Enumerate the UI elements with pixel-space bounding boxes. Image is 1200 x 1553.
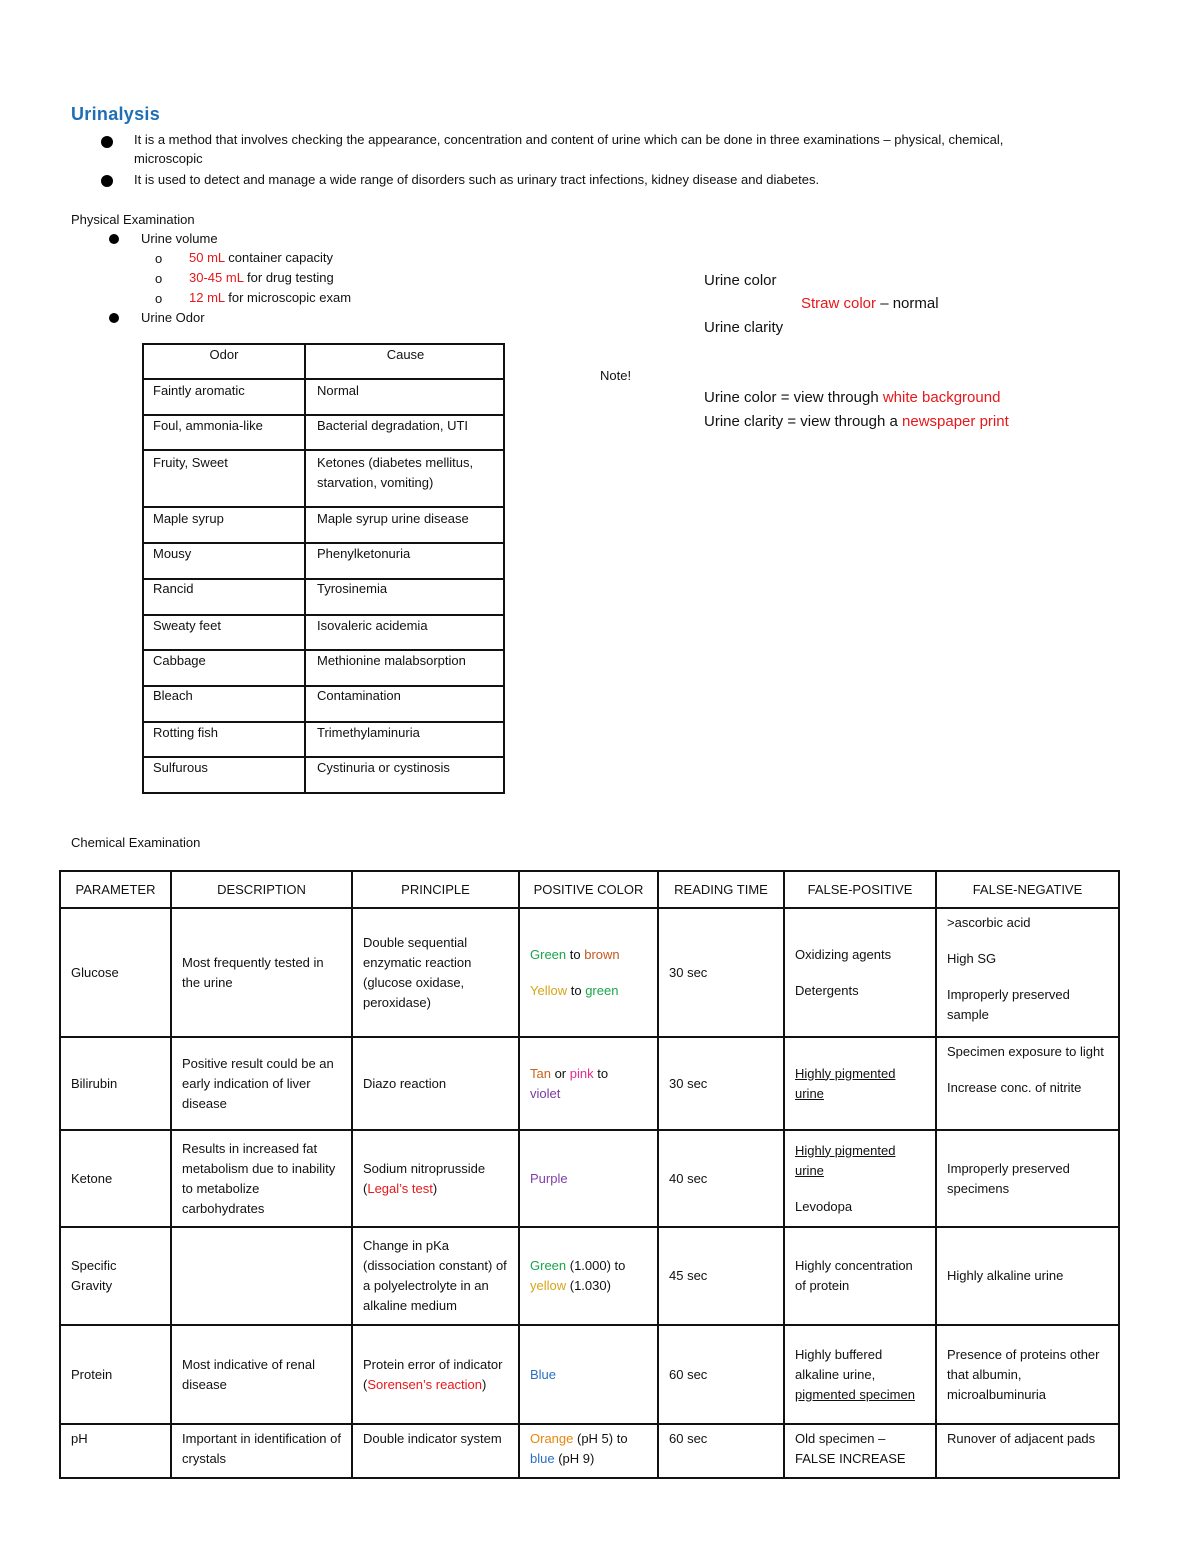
fn-cell: Highly alkaline urine: [936, 1227, 1119, 1325]
odor-cell: Faintly aromatic: [153, 383, 245, 398]
sub-bullet-icon: o: [155, 251, 163, 266]
time-cell: 45 sec: [658, 1227, 784, 1325]
param-cell: Specific Gravity: [60, 1227, 171, 1325]
intro-line-2: microscopic: [134, 151, 203, 166]
desc-cell: Important in identification of crystals: [171, 1424, 352, 1478]
fp-cell: Highly buffered alkaline urine, pigmented specimen: [784, 1325, 936, 1424]
urine-clarity-label: Urine clarity: [704, 319, 784, 336]
table-row: [60, 1227, 1119, 1325]
cause-header: Cause: [386, 347, 425, 362]
desc-cell: Positive result could be an early indication of liver disease: [171, 1037, 352, 1130]
fp-cell: Highly concentration of protein: [784, 1227, 936, 1325]
odor-table: [142, 343, 505, 794]
color-cell: Tan or pink to violet: [519, 1037, 658, 1130]
fn-cell: Improperly preserved specimens: [936, 1130, 1119, 1227]
table-header-row: [60, 871, 1119, 908]
bullet-icon: [101, 175, 113, 187]
header-cell: FALSE-NEGATIVE: [936, 871, 1119, 908]
cause-cell: Ketones (diabetes mellitus,: [317, 455, 474, 470]
color-cell: Orange (pH 5) to blue (pH 9): [519, 1424, 658, 1478]
color-cell: Green (1.000) to yellow (1.030): [519, 1227, 658, 1325]
table-row: [60, 1424, 1119, 1478]
fn-cell: Runover of adjacent pads: [936, 1424, 1119, 1478]
fp-cell: Oxidizing agents Detergents: [784, 908, 936, 1037]
fn-cell: Presence of proteins other that albumin, microalbuminuria: [936, 1325, 1119, 1424]
cause-cell: Cystinuria or cystinosis: [317, 760, 450, 775]
odor-cell: Cabbage: [153, 653, 206, 668]
table-row: [60, 1325, 1119, 1424]
cause-cell: Normal: [317, 383, 359, 398]
fn-cell: >ascorbic acid High SG Improperly preserved sample: [936, 908, 1119, 1037]
time-cell: 30 sec: [658, 908, 784, 1037]
cause-cell: Phenylketonuria: [317, 546, 411, 561]
param-cell: Bilirubin: [60, 1037, 171, 1130]
desc-cell: Most frequently tested in the urine: [171, 908, 352, 1037]
fp-cell: Highly pigmented urine: [784, 1037, 936, 1130]
desc-cell: Most indicative of renal disease: [171, 1325, 352, 1424]
bullet-icon: [109, 313, 119, 323]
principle-cell: Change in pKa (dissociation constant) of a polyelectrolyte in an alkaline medium: [352, 1227, 519, 1325]
odor-cell: Rancid: [153, 581, 194, 596]
fn-cell: Specimen exposure to light Increase conc. of nitrite: [936, 1037, 1119, 1130]
header-cell: FALSE-POSITIVE: [784, 871, 936, 908]
volume-item: 12 mL for microscopic exam: [189, 290, 352, 305]
color-view-line: Urine color = view through white background: [704, 389, 1001, 406]
table-row: [60, 1037, 1119, 1130]
cause-cell: Trimethylaminuria: [317, 725, 420, 740]
time-cell: 30 sec: [658, 1037, 784, 1130]
cause-cell: Maple syrup urine disease: [317, 511, 469, 526]
cause-cell: Bacterial degradation, UTI: [317, 418, 469, 433]
cause-cell: Tyrosinemia: [317, 581, 388, 596]
odor-header: Odor: [209, 347, 239, 362]
principle-cell: Protein error of indicator (Sorensen’s reaction): [352, 1325, 519, 1424]
param-cell: pH: [60, 1424, 171, 1478]
physical-heading: Physical Examination: [71, 212, 195, 227]
cause-cell: Contamination: [317, 688, 401, 703]
header-cell: PRINCIPLE: [352, 871, 519, 908]
urine-odor-label: Urine Odor: [141, 310, 205, 325]
desc-cell: Results in increased fat metabolism due to inability to metabolize carbohydrates: [171, 1130, 352, 1227]
volume-item: 30-45 mL for drug testing: [189, 270, 334, 285]
time-cell: 40 sec: [658, 1130, 784, 1227]
clarity-view-line: Urine clarity = view through a newspaper print: [704, 413, 1009, 430]
volume-item: 50 mL container capacity: [189, 250, 334, 265]
note-label: Note!: [600, 368, 632, 383]
principle-cell: Sodium nitroprusside (Legal’s test): [352, 1130, 519, 1227]
intro-line-1: It is a method that involves checking the appearance, concentration and content of urine which can be done in three examinations – physical, chemical,: [134, 132, 1004, 147]
principle-cell: Diazo reaction: [352, 1037, 519, 1130]
odor-cell: Rotting fish: [153, 725, 219, 740]
page-title: Urinalysis: [71, 104, 161, 124]
chemical-heading: Chemical Examination: [71, 835, 201, 850]
desc-cell: [171, 1227, 352, 1325]
time-cell: 60 sec: [658, 1325, 784, 1424]
time-cell: 60 sec: [658, 1424, 784, 1478]
table-row: [60, 1130, 1119, 1227]
urine-volume-label: Urine volume: [141, 231, 218, 246]
principle-cell: Double sequential enzymatic reaction (glucose oxidase, peroxidase): [352, 908, 519, 1037]
bullet-icon: [101, 136, 113, 148]
cause-cell: starvation, vomiting): [317, 475, 434, 490]
header-cell: DESCRIPTION: [171, 871, 352, 908]
intro-line-3: It is used to detect and manage a wide range of disorders such as urinary tract infections, kidney disease and diabetes.: [134, 172, 820, 187]
color-cell: Blue: [519, 1325, 658, 1424]
fp-cell: Highly pigmented urine Levodopa: [784, 1130, 936, 1227]
param-cell: Glucose: [60, 908, 171, 1037]
header-cell: PARAMETER: [60, 871, 171, 908]
cause-cell: Isovaleric acidemia: [317, 618, 428, 633]
straw-color-line: Straw color – normal: [801, 295, 939, 312]
color-cell: Green to brown Yellow to green: [519, 908, 658, 1037]
table-row: [60, 908, 1119, 1037]
sub-bullet-icon: o: [155, 271, 163, 286]
chemical-table: [59, 870, 1120, 1479]
odor-cell: Mousy: [153, 546, 192, 561]
odor-cell: Maple syrup: [153, 511, 224, 526]
principle-cell: Double indicator system: [352, 1424, 519, 1478]
odor-cell: Bleach: [153, 688, 193, 703]
param-cell: Ketone: [60, 1130, 171, 1227]
fp-cell: Old specimen – FALSE INCREASE: [784, 1424, 936, 1478]
urine-color-label: Urine color: [704, 272, 777, 289]
cause-cell: Methionine malabsorption: [317, 653, 466, 668]
sub-bullet-icon: o: [155, 291, 163, 306]
odor-cell: Foul, ammonia-like: [153, 418, 263, 433]
color-cell: Purple: [519, 1130, 658, 1227]
param-cell: Protein: [60, 1325, 171, 1424]
header-cell: POSITIVE COLOR: [519, 871, 658, 908]
odor-cell: Fruity, Sweet: [153, 455, 228, 470]
odor-cell: Sulfurous: [153, 760, 208, 775]
bullet-icon: [109, 234, 119, 244]
odor-cell: Sweaty feet: [153, 618, 221, 633]
header-cell: READING TIME: [658, 871, 784, 908]
